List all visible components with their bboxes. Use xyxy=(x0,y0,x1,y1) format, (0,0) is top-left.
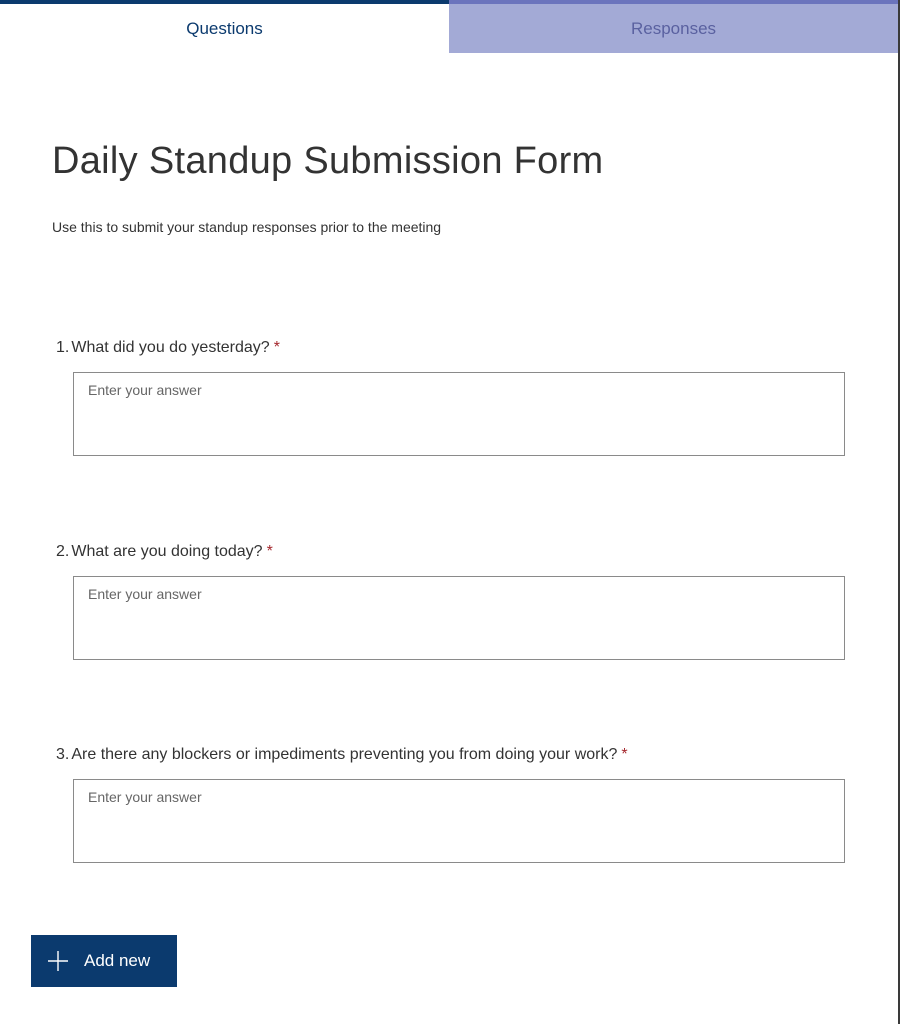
tab-responses-label: Responses xyxy=(630,18,717,38)
plus-icon xyxy=(47,950,69,972)
add-new-label: Add new xyxy=(84,951,151,970)
question-label xyxy=(56,744,846,766)
tab-responses[interactable] xyxy=(449,0,898,53)
question-1[interactable] xyxy=(56,337,846,359)
required-mark: * xyxy=(621,746,628,763)
form-subtitle[interactable]: Use this to submit your standup responses prior to the meeting xyxy=(52,219,442,235)
question-number: 2. xyxy=(56,543,70,560)
answer-input-2[interactable] xyxy=(73,576,845,660)
question-2[interactable] xyxy=(56,541,846,563)
question-number: 1. xyxy=(56,339,70,356)
tab-bar xyxy=(0,0,898,53)
question-label xyxy=(56,541,846,563)
form-title[interactable]: Daily Standup Submission Form xyxy=(52,140,604,182)
required-mark: * xyxy=(273,339,280,356)
answer-input-1[interactable] xyxy=(73,372,845,456)
answer-input-3[interactable] xyxy=(73,779,845,863)
question-text: What are you doing today? xyxy=(71,543,263,560)
required-mark: * xyxy=(266,543,273,560)
tab-questions[interactable] xyxy=(0,0,449,53)
question-text: Are there any blockers or impediments preventing you from doing your work? xyxy=(71,746,618,763)
question-number: 3. xyxy=(56,746,70,763)
tab-questions-label: Questions xyxy=(186,18,263,38)
question-3[interactable] xyxy=(56,744,846,766)
question-label xyxy=(56,337,846,359)
question-text: What did you do yesterday? xyxy=(71,339,270,356)
add-new-button[interactable] xyxy=(31,935,177,987)
